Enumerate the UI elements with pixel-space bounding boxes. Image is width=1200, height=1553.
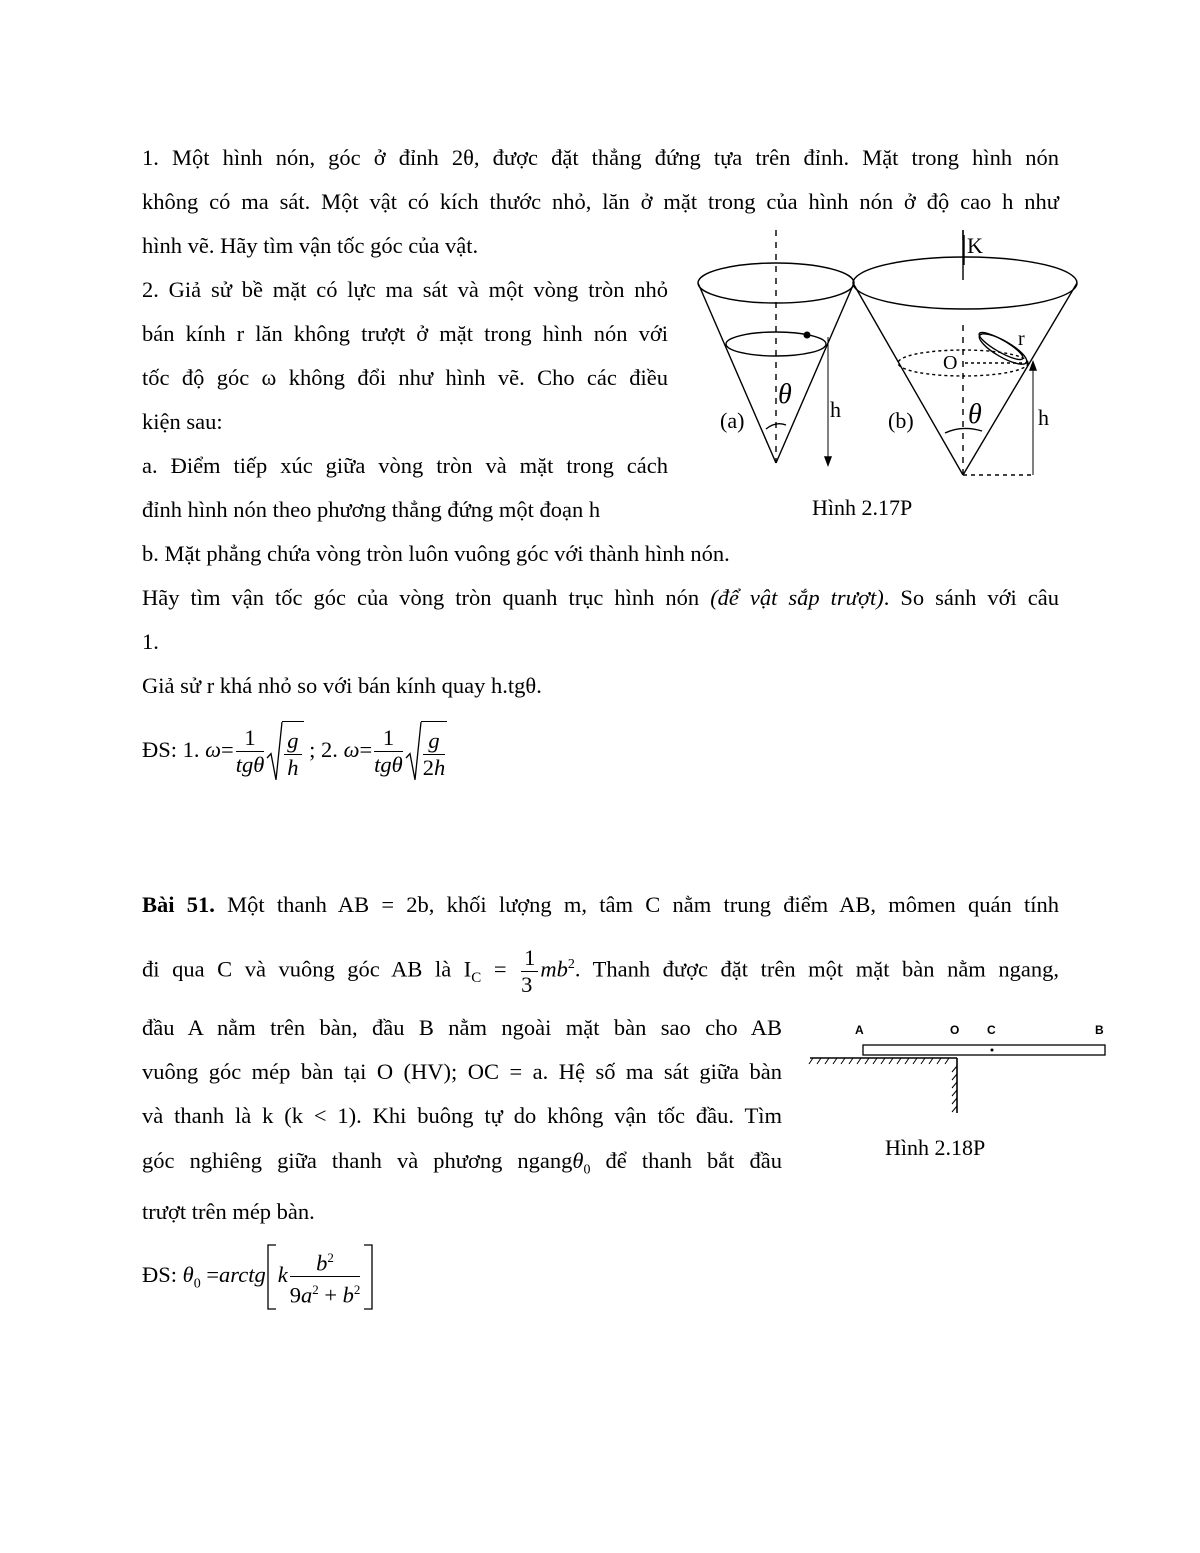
p1-line11-a: Hãy tìm vận tốc góc của vòng tròn quanh trục hình nón [142, 585, 711, 610]
figure-2-18p-caption: Hình 2.18P [885, 1135, 986, 1160]
answer2-fraction: $\frac{1}{\text{tgθ}}$ [374, 725, 403, 778]
figure-2-17p [690, 225, 1090, 485]
p2-answer-prefix: ĐS: [142, 1262, 178, 1287]
p2-line2: đi qua C và vuông góc AB là $I_C$ = $\frac{1}{3}$ $mb^2$. Thanh được đặt trên một mặt bàn nằm ngang, [142, 944, 1059, 997]
label-C: C [987, 1023, 996, 1037]
inertia-fraction: $\frac{1}{3}$ [521, 945, 538, 998]
theta-a: θ [778, 379, 792, 410]
label-K: K [967, 233, 983, 258]
p2-line2-a: đi qua C và vuông góc AB là I [142, 956, 472, 982]
p1-line7: kiện sau: [142, 409, 223, 434]
p1-line13: Giả sử r khá nhỏ so với bán kính quay h.tgθ. [142, 673, 542, 698]
h-a: h [830, 397, 841, 422]
p2-line3: đầu A nằm trên bàn, đầu B nằm ngoài mặt bàn sao cho AB [142, 1015, 782, 1040]
left-bracket [266, 1244, 278, 1310]
right-bracket [362, 1244, 374, 1310]
p1-line1: 1. Một hình nón, góc ở đỉnh 2θ, được đặt thẳng đứng tựa trên đỉnh. Mặt trong hình nón [142, 145, 1059, 170]
figure-2-18p [805, 1018, 1115, 1118]
p2-line2-b: = [481, 956, 520, 982]
label-b: (b) [888, 408, 914, 433]
p2-line1 [142, 890, 1059, 920]
p1-answer-prefix: ĐS: 1. [142, 737, 200, 762]
p2-line6: góc nghiêng giữa thanh và phương ngangθ$_0$ để thanh bắt đầu [142, 1148, 782, 1178]
p1-line11-c: . So sánh với câu [883, 585, 1059, 610]
label-O: O [943, 352, 958, 374]
theta0: θ [572, 1148, 584, 1173]
cone-b [853, 230, 1077, 475]
p1-line10: b. Mặt phẳng chứa vòng tròn luôn vuông góc với thành hình nón. [142, 541, 730, 566]
p1-line11-italic: (để vật sắp trượt) [710, 585, 884, 610]
p2-answer: ĐS: $\theta_0$ =arctg k $\frac{b^2}{9a^2 + b^2}$ [142, 1240, 374, 1320]
answer-friction-fraction: $\frac{b^2}{9a^2 + b^2}$ [290, 1245, 361, 1309]
label-a: (a) [720, 408, 745, 433]
p1-line6: tốc độ góc ω không đổi như hình vẽ. Cho các điều [142, 365, 668, 390]
p2-line5: và thanh là k (k < 1). Khi buông tự do không vận tốc đầu. Tìm [142, 1103, 782, 1128]
p1-line8: a. Điểm tiếp xúc giữa vòng tròn và mặt trong cách [142, 453, 668, 478]
p1-line4: 2. Giả sử bề mặt có lực ma sát và một vòng tròn nhỏ [142, 277, 668, 302]
p2-line1-text: Một thanh AB = 2b, khối lượng m, tâm C nằm trung điểm AB, mômen quán tính [214, 892, 1059, 917]
p1-answer-sep: ; 2. [309, 737, 338, 762]
label-B: B [1095, 1023, 1104, 1037]
label-O2: O [950, 1023, 960, 1037]
p1-line9: đỉnh hình nón theo phương thẳng đứng một đoạn h [142, 497, 601, 522]
figure-2-17p-caption: Hình 2.17P [812, 495, 913, 520]
center-dot [991, 1049, 994, 1052]
p2-line2-sub: C [471, 970, 482, 986]
p1-line11 [142, 583, 1059, 613]
p1-line3: hình vẽ. Hãy tìm vận tốc góc của vật. [142, 233, 479, 258]
label-r: r [1018, 328, 1025, 350]
p1-line12: 1. [142, 629, 159, 654]
p2-line6-b: để thanh bắt đầu [590, 1148, 782, 1173]
p1-line2: không có ma sát. Một vật có kích thước nhỏ, lăn ở mặt trong của hình nón ở độ cao h như [142, 189, 1059, 214]
small-object [804, 332, 811, 339]
p2-line7: trượt trên mép bàn. [142, 1199, 315, 1224]
p1-answer: ĐS: 1. ω= $\frac{1}{\text{tgθ}}$ $\frac{g}{h}$ ; 2. ω= $\frac{1}{\text{tgθ}}$ $\frac{g}{2h}$ [142, 720, 447, 782]
p2-line6-a: góc nghiêng giữa thanh và phương ngang [142, 1148, 573, 1173]
p1-line5: bán kính r lăn không trượt ở mặt trong hình nón với [142, 321, 668, 346]
theta-b: θ [968, 399, 982, 430]
rod-AB [863, 1045, 1105, 1055]
answer-sqrt: $\frac{g}{h}$ [266, 721, 303, 782]
answer-fraction: $\frac{1}{\text{tgθ}}$ [235, 725, 265, 778]
answer-omega: ω [205, 737, 222, 762]
answer2-sqrt: $\frac{g}{2h}$ [405, 721, 448, 782]
p2-line4: vuông góc mép bàn tại O (HV); OC = a. Hệ số ma sát giữa bàn [142, 1059, 782, 1084]
p2-line2-c: . Thanh được đặt trên một mặt bàn nằm ngang, [574, 956, 1059, 982]
h-b: h [1038, 405, 1049, 430]
label-A: A [855, 1023, 864, 1037]
p2-title: Bài 51. [142, 892, 215, 917]
